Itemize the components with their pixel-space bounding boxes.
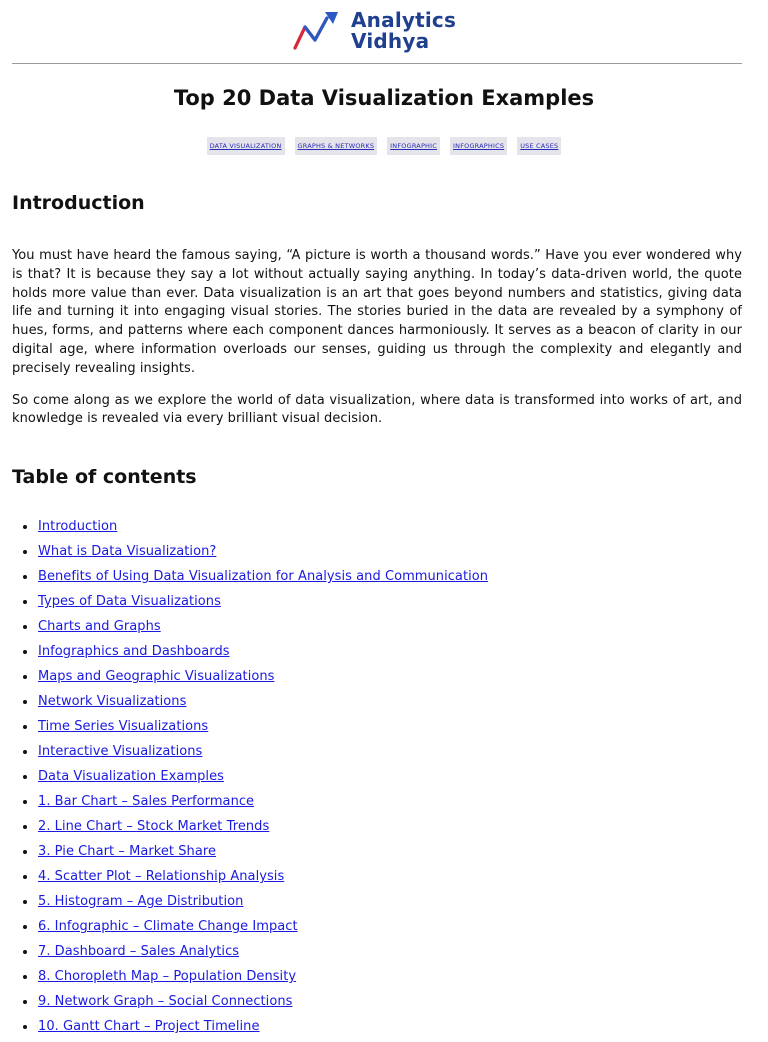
toc-list	[12, 517, 742, 1042]
toc-item	[12, 642, 742, 667]
toc-item	[12, 542, 742, 567]
toc-link[interactable]: Data Visualization Examples	[38, 769, 224, 785]
article-title: Top 20 Data Visualization Examples	[173, 86, 595, 110]
intro-paragraph: You must have heard the famous saying, “A picture is worth a thousand words.” Have you ever wondered why is that? It is because they say a lot without actually saying anything. In today’s data-driven world, the quote holds more value than ever. Data visualization is an art that goes beyond numbers and statistics, giving data life and turning it into engaging visual stories. The stories buried in the data are revealed by a symphony of hues, forms, and patterns where each component dances harmoniously. It serves as a beacon of clarity in our digital age, where information overloads our senses, guiding us through the complexity and elegantly and precisely revealing insights.	[12, 248, 742, 376]
tag-list	[0, 137, 768, 155]
toc-item	[12, 742, 742, 767]
toc-link[interactable]: Network Visualizations	[38, 694, 187, 710]
toc-link[interactable]: 2. Line Chart – Stock Market Trends	[38, 819, 270, 835]
toc-link[interactable]: Infographics and Dashboards	[38, 644, 230, 660]
intro-paragraph: So come along as we explore the world of data visualization, where data is transformed into works of art, and knowledge is revealed via every brilliant visual decision.	[12, 392, 742, 427]
bullet-icon	[23, 950, 27, 954]
bullet-icon	[23, 875, 27, 879]
toc-link[interactable]: 5. Histogram – Age Distribution	[38, 894, 244, 910]
toc-item	[12, 992, 742, 1017]
bullet-icon	[23, 775, 27, 779]
bullet-icon	[23, 575, 27, 579]
bullet-icon	[23, 825, 27, 829]
bullet-icon	[23, 750, 27, 754]
analytics-vidhya-logo-icon	[292, 10, 348, 56]
tag-infographic[interactable]: INFOGRAPHIC	[387, 137, 440, 155]
toc-link[interactable]: Interactive Visualizations	[38, 744, 203, 760]
bullet-icon	[23, 625, 27, 629]
header-divider	[12, 63, 742, 64]
bullet-icon	[23, 700, 27, 704]
toc-link[interactable]: 7. Dashboard – Sales Analytics	[38, 944, 240, 960]
toc-item	[12, 692, 742, 717]
bullet-icon	[23, 1025, 27, 1029]
bullet-icon	[23, 525, 27, 529]
toc-link[interactable]: 4. Scatter Plot – Relationship Analysis	[38, 869, 285, 885]
toc-link[interactable]: 9. Network Graph – Social Connections	[38, 994, 293, 1010]
intro-heading: Introduction	[12, 192, 145, 214]
article-body	[12, 188, 742, 1042]
toc-item	[12, 517, 742, 542]
bullet-icon	[23, 1000, 27, 1004]
tag-graphs-networks[interactable]: GRAPHS & NETWORKS	[295, 137, 378, 155]
toc-item	[12, 767, 742, 792]
toc-item	[12, 667, 742, 692]
toc-item	[12, 817, 742, 842]
toc-link[interactable]: 8. Choropleth Map – Population Density	[38, 969, 297, 985]
toc-link[interactable]: 10. Gantt Chart – Project Timeline	[38, 1019, 260, 1035]
bullet-icon	[23, 675, 27, 679]
tag-data-visualization[interactable]: DATA VISUALIZATION	[207, 137, 285, 155]
bullet-icon	[23, 600, 27, 604]
toc-link[interactable]: 6. Infographic – Climate Change Impact	[38, 919, 298, 935]
bullet-icon	[23, 550, 27, 554]
site-header	[0, 0, 768, 62]
toc-item	[12, 617, 742, 642]
toc-item	[12, 1017, 742, 1042]
toc-item	[12, 592, 742, 617]
toc-link[interactable]: Charts and Graphs	[38, 619, 161, 635]
bullet-icon	[23, 800, 27, 804]
brand-name	[351, 10, 456, 52]
toc-link[interactable]: Time Series Visualizations	[38, 719, 209, 735]
toc-link[interactable]: 3. Pie Chart – Market Share	[38, 844, 217, 860]
bullet-icon	[23, 975, 27, 979]
toc-item	[12, 917, 742, 942]
brand-name-line1: Analytics	[351, 8, 457, 32]
bullet-icon	[23, 850, 27, 854]
brand-name-line2: Vidhya	[351, 29, 430, 53]
toc-link[interactable]: What is Data Visualization?	[38, 544, 217, 560]
toc-link[interactable]: Types of Data Visualizations	[38, 594, 221, 610]
toc-item	[12, 867, 742, 892]
toc-item	[12, 942, 742, 967]
toc-item	[12, 717, 742, 742]
bullet-icon	[23, 925, 27, 929]
toc-heading: Table of contents	[12, 466, 197, 489]
bullet-icon	[23, 725, 27, 729]
tag-infographics[interactable]: INFOGRAPHICS	[450, 137, 507, 155]
bullet-icon	[23, 900, 27, 904]
toc-item	[12, 892, 742, 917]
toc-item	[12, 567, 742, 592]
toc-item	[12, 842, 742, 867]
toc-link[interactable]: Introduction	[38, 519, 118, 535]
toc-item	[12, 967, 742, 992]
toc-link[interactable]: Benefits of Using Data Visualization for Analysis and Communication	[38, 569, 489, 585]
toc-item	[12, 792, 742, 817]
site-logo[interactable]	[292, 10, 462, 56]
toc-link[interactable]: Maps and Geographic Visualizations	[38, 669, 275, 685]
toc-link[interactable]: 1. Bar Chart – Sales Performance	[38, 794, 255, 810]
tag-use-cases[interactable]: USE CASES	[517, 137, 561, 155]
bullet-icon	[23, 650, 27, 654]
